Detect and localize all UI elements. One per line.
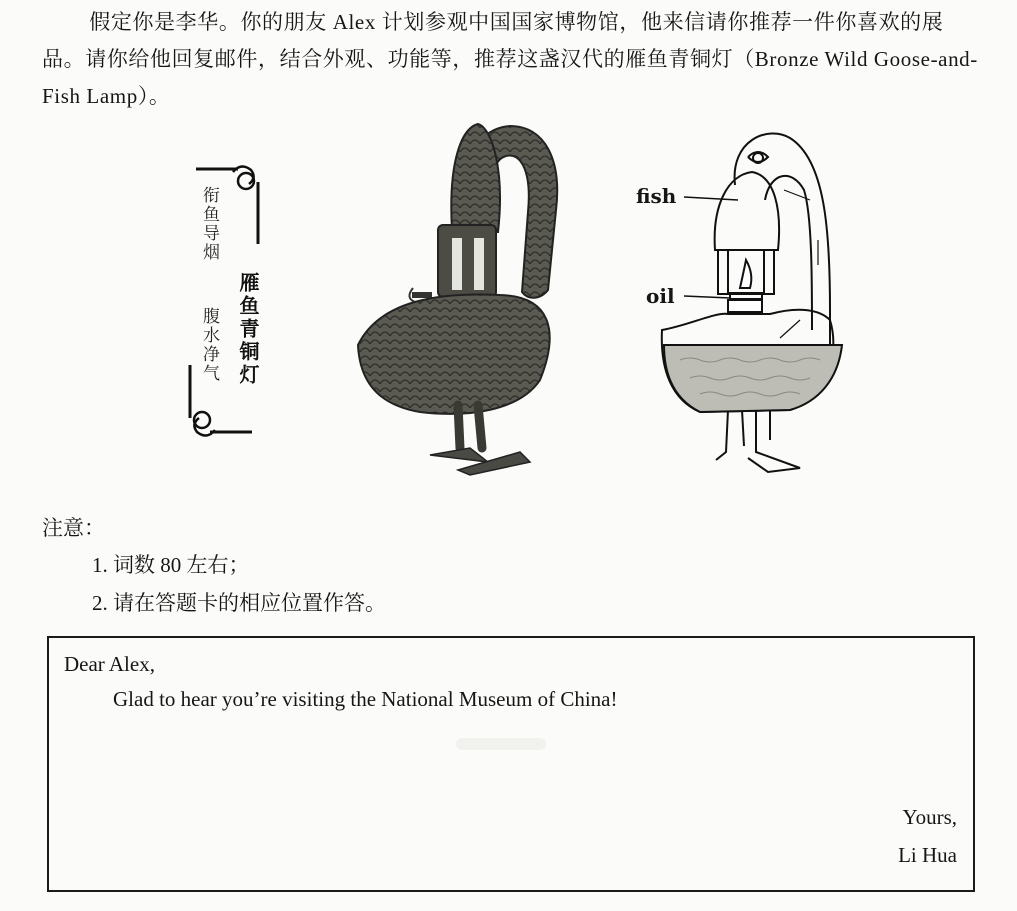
letter-answer-box[interactable]: [47, 636, 975, 892]
lamp-name: 雁鱼青铜灯: [236, 272, 260, 387]
scan-smudge: [456, 738, 546, 750]
letter-closing: [898, 798, 957, 874]
notes-title: 注意：: [42, 516, 105, 540]
label-oil: oil: [646, 284, 675, 308]
motto-2: 腹水净气: [199, 307, 219, 383]
signature: Li Hua: [898, 843, 957, 867]
notes-list: [92, 546, 386, 622]
task-prompt: [42, 4, 982, 115]
prompt-paragraph: 假定你是李华。你的朋友 Alex 计划参观中国国家博物馆，他来信请你推荐一件你喜欢的展品。请你给他回复邮件，结合外观、功能等，推荐这盏汉代的雁鱼青铜灯（Bronze Wild Goose-and-Fish Lamp）。: [42, 10, 978, 108]
note-item-2: 2. 请在答题卡的相应位置作答。: [92, 591, 386, 615]
letter-opening-line: Glad to hear you’re visiting the National Museum of China!: [113, 687, 618, 711]
note-item-1: 1. 词数 80 左右；: [92, 553, 250, 577]
closing-phrase: Yours,: [902, 805, 957, 829]
motto-1: 衔鱼导烟: [199, 186, 219, 262]
label-fish: fish: [636, 184, 677, 208]
letter-greeting: Dear Alex,: [64, 652, 155, 676]
